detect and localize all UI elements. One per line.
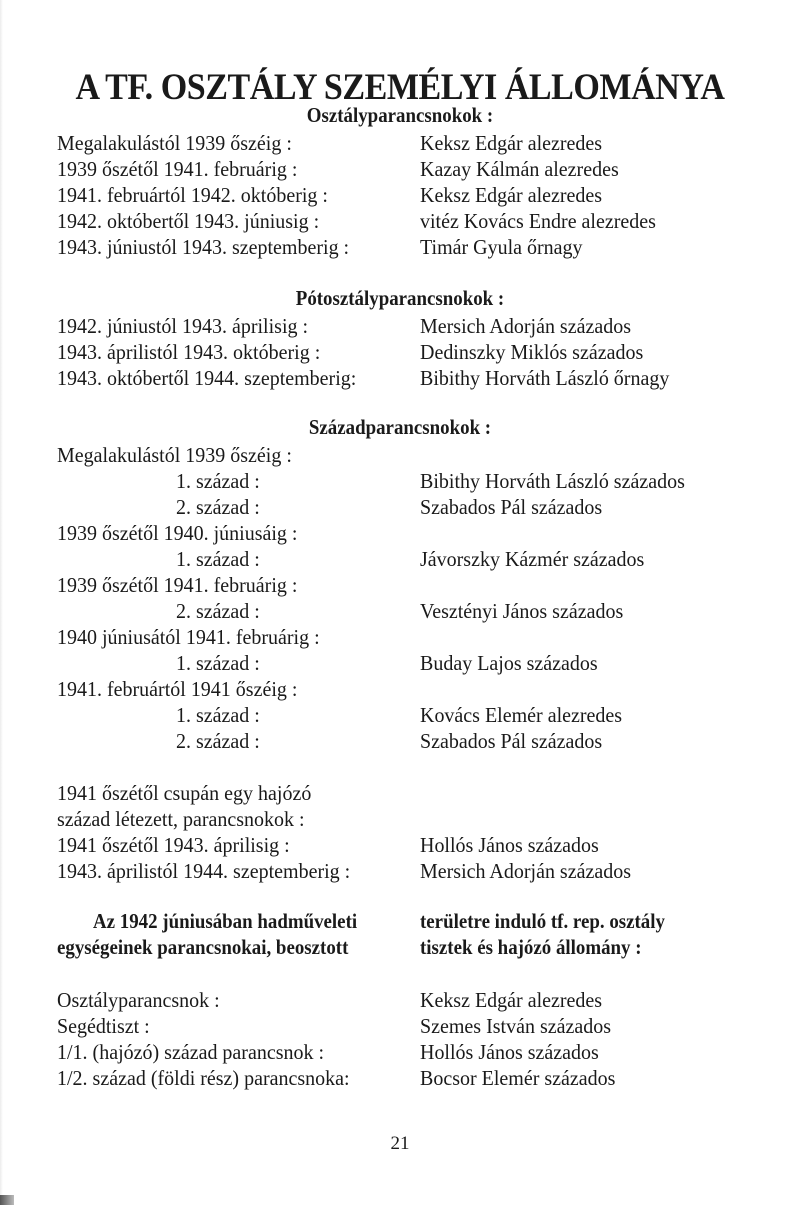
hadmuveleti-role: 1/2. század (földi rész) parancsnoka: <box>57 1066 350 1090</box>
szazad-unit: 1. század : <box>176 469 260 493</box>
egy-szazad-period: 1941 őszétől 1943. áprilisig : <box>57 833 290 857</box>
hadmuveleti-name: Hollós János százados <box>420 1040 599 1064</box>
potosztaly-name: Bibithy Horváth László őrnagy <box>420 366 670 390</box>
szazad-name: Vesztényi János százados <box>420 599 624 623</box>
szazad-unit: 2. század : <box>176 599 260 623</box>
szazad-period: Megalakulástól 1939 őszéig : <box>57 443 292 467</box>
szazad-unit: 2. század : <box>176 495 260 519</box>
osztaly-period: Megalakulástól 1939 őszéig : <box>57 131 292 155</box>
hadmuveleti-heading-right-2: tisztek és hajózó állomány : <box>420 935 642 959</box>
potosztaly-name: Mersich Adorján százados <box>420 314 631 338</box>
szazad-name: Buday Lajos százados <box>420 651 598 675</box>
hadmuveleti-role: 1/1. (hajózó) század parancsnok : <box>57 1040 325 1064</box>
hadmuveleti-name: Szemes István százados <box>420 1014 611 1038</box>
osztaly-name: Keksz Edgár alezredes <box>420 131 603 155</box>
egy-szazad-name: Mersich Adorján százados <box>420 859 631 883</box>
szazad-name: Jávorszky Kázmér százados <box>420 547 645 571</box>
egy-szazad-name: Hollós János százados <box>420 833 599 857</box>
egy-szazad-intro: 1941 őszétől csupán egy hajózó <box>57 781 312 805</box>
osztaly-period: 1939 őszétől 1941. februárig : <box>57 157 298 181</box>
osztaly-period: 1943. júniustól 1943. szeptemberig : <box>57 235 350 259</box>
szazad-period: 1941. februártól 1941 őszéig : <box>57 677 298 701</box>
potosztaly-name: Dedinszky Miklós százados <box>420 340 644 364</box>
hadmuveleti-heading-left-2: egységeinek parancsnokai, beosztott <box>57 935 349 959</box>
hadmuveleti-role: Osztályparancsnok : <box>57 988 220 1012</box>
hadmuveleti-heading-right-1: területre induló tf. rep. osztály <box>420 909 665 933</box>
osztaly-period: 1941. februártól 1942. októberig : <box>57 183 328 207</box>
osztaly-name: Kazay Kálmán alezredes <box>420 157 619 181</box>
page-number: 21 <box>390 1133 410 1154</box>
egy-szazad-period: 1943. áprilistól 1944. szeptemberig : <box>57 859 351 883</box>
szazad-unit: 2. század : <box>176 729 260 753</box>
szazad-period: 1939 őszétől 1941. februárig : <box>57 573 298 597</box>
potosztaly-period: 1942. júniustól 1943. áprilisig : <box>57 314 309 338</box>
potosztaly-period: 1943. áprilistól 1943. októberig : <box>57 340 321 364</box>
szazad-name: Kovács Elemér alezredes <box>420 703 623 727</box>
szazad-period: 1940 júniusától 1941. februárig : <box>57 625 320 649</box>
osztaly-name: Keksz Edgár alezredes <box>420 183 603 207</box>
szazad-unit: 1. század : <box>176 703 260 727</box>
scan-corner-mark <box>0 1195 14 1205</box>
hadmuveleti-role: Segédtiszt : <box>57 1014 150 1038</box>
section-heading-szazad: Századparancsnokok : <box>308 415 492 439</box>
hadmuveleti-name: Bocsor Elemér százados <box>420 1066 616 1090</box>
szazad-name: Szabados Pál százados <box>420 729 603 753</box>
szazad-name: Bibithy Horváth László százados <box>420 469 685 493</box>
page-edge-shadow <box>0 0 3 1205</box>
osztaly-name: vitéz Kovács Endre alezredes <box>420 209 656 233</box>
section-heading-osztaly: Osztályparancsnokok : <box>306 103 494 127</box>
page-title: A TF. OSZTÁLY SZEMÉLYI ÁLLOMÁNYA <box>75 67 725 108</box>
hadmuveleti-name: Keksz Edgár alezredes <box>420 988 603 1012</box>
szazad-unit: 1. század : <box>176 651 260 675</box>
egy-szazad-intro: század létezett, parancsnokok : <box>57 807 305 831</box>
potosztaly-period: 1943. októbertől 1944. szeptemberig: <box>57 366 357 390</box>
szazad-unit: 1. század : <box>176 547 260 571</box>
osztaly-name: Timár Gyula őrnagy <box>420 235 583 259</box>
szazad-period: 1939 őszétől 1940. júniusáig : <box>57 521 298 545</box>
osztaly-period: 1942. októbertől 1943. júniusig : <box>57 209 320 233</box>
section-heading-potosztaly: Pótosztályparancsnokok : <box>295 286 505 310</box>
szazad-name: Szabados Pál százados <box>420 495 603 519</box>
hadmuveleti-heading-left-1: Az 1942 júniusában hadműveleti <box>93 909 358 933</box>
